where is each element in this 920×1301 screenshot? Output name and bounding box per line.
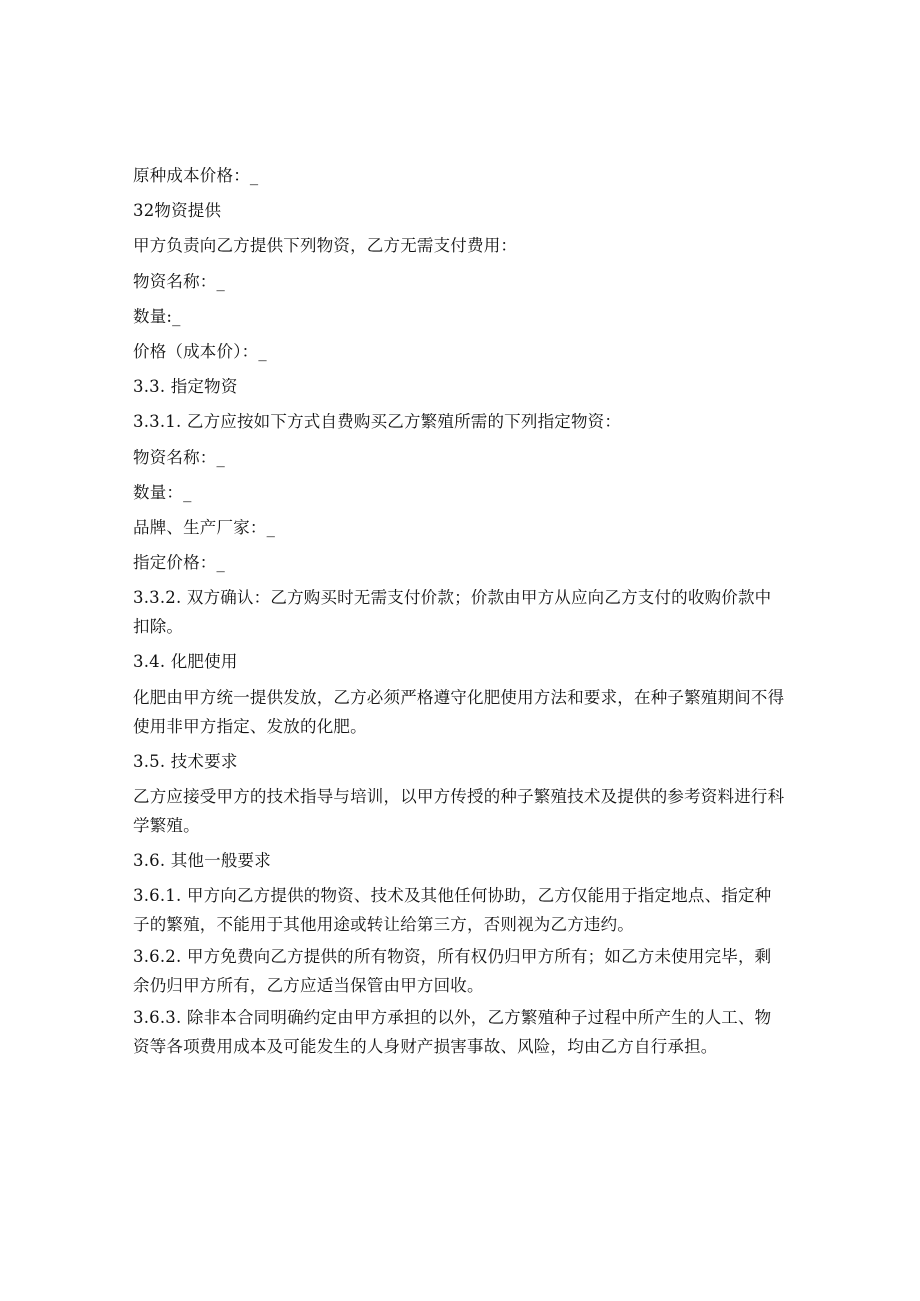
heading-3-6: 3.6. 其他一般要求 [133, 850, 271, 870]
heading-3-2: 32物资提供 [133, 201, 222, 221]
line-seed-cost: 原种成本价格：_ [133, 166, 259, 185]
line-quantity: 数量:_ [133, 306, 181, 326]
line-brand-manufacturer: 品牌、生产厂家：_ [133, 518, 276, 538]
line-designated-price: 指定价格：_ [133, 553, 225, 573]
clause-3-6-3: 3.6.3. 除非本合同明确约定由甲方承担的以外，乙方繁殖种子过程中所产生的人工、物资等各项费用成本及可能发生的人身财产损害事故、风险，均由乙方自行承担。 [133, 1008, 772, 1057]
line-supply-intro: 甲方负责向乙方提供下列物资，乙方无需支付费用： [133, 236, 518, 256]
heading-3-3: 3.3. 指定物资 [133, 377, 238, 397]
document-body [133, 158, 785, 1064]
clause-3-3-2: 3.3.2. 双方确认：乙方购买时无需支付价款；价款由甲方从应向乙方支付的收购价款中扣除。 [133, 588, 772, 637]
line-material-name-2: 物资名称：_ [133, 447, 225, 467]
line-price-cost: 价格（成本价）：_ [133, 342, 267, 362]
heading-3-4: 3.4. 化肥使用 [133, 652, 238, 672]
heading-3-5: 3.5. 技术要求 [133, 751, 238, 771]
clause-3-3-1: 3.3.1. 乙方应按如下方式自费购买乙方繁殖所需的下列指定物资： [133, 412, 622, 432]
line-quantity-2: 数量：_ [133, 482, 192, 502]
clause-3-6-2: 3.6.2. 甲方免费向乙方提供的所有物资，所有权仍归甲方所有；如乙方未使用完毕，剩余仍归甲方所有，乙方应适当保管由甲方回收。 [133, 947, 772, 996]
paragraph-technical: 乙方应接受甲方的技术指导与培训，以甲方传授的种子繁殖技术及提供的参考资料进行科学繁殖。 [133, 786, 785, 835]
line-material-name: 物资名称：_ [133, 271, 225, 291]
paragraph-fertilizer: 化肥由甲方统一提供发放，乙方必须严格遵守化肥使用方法和要求，在种子繁殖期间不得使用非甲方指定、发放的化肥。 [133, 687, 785, 736]
clause-3-6-1: 3.6.1. 甲方向乙方提供的物资、技术及其他任何协助，乙方仅能用于指定地点、指定种子的繁殖，不能用于其他用途或转让给第三方，否则视为乙方违约。 [133, 886, 772, 935]
